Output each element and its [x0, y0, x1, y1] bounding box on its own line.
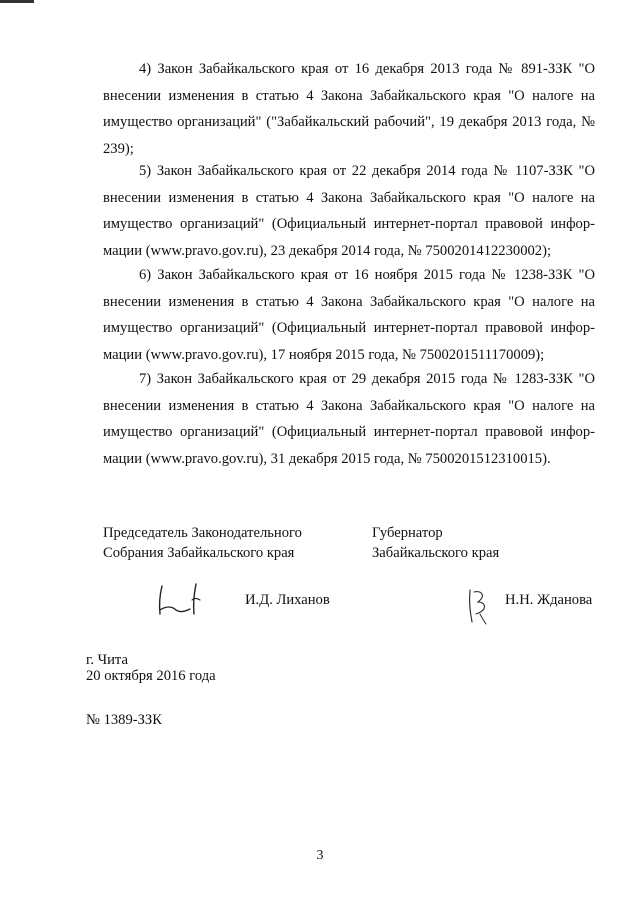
governor-name: Н.Н. Жданова [505, 592, 593, 608]
governor-signature-icon [462, 584, 496, 626]
page-number: 3 [316, 848, 324, 863]
chairman-signature-icon [150, 580, 210, 620]
chairman-title-line2: Собрания Забайкальского края [103, 545, 295, 561]
scan-corner-mark [0, 0, 34, 3]
law-item-6: 6) Закон Забайкальского края от 16 ноября 2015 года № 1238-ЗЗК "О внесении изменения в статью 4 Закона Забайкальского края "О налоге на имущество организаций" (Официальный интернет-портал правовой информации (www.pravo.gov.ru), 17 ноября 2015 года, № 7500201511170009); [103, 267, 595, 363]
law-item-5: 5) Закон Забайкальского края от 22 декабря 2014 года № 1107-ЗЗК "О внесении изменения в статью 4 Закона Забайкальского края "О налоге на имущество организаций" (Официальный интернет-портал правовой информации (www.pravo.gov.ru), 23 декабря 2014 года, № 7500201412230002); [103, 163, 595, 259]
chairman-name: И.Д. Лиханов [245, 592, 330, 608]
chairman-title [103, 523, 302, 563]
law-item-7: 7) Закон Забайкальского края от 29 декабря 2015 года № 1283-ЗЗК "О внесении изменения в статью 4 Закона Забайкальского края "О налоге на имущество организаций" (Официальный интернет-портал правовой информации (www.pravo.gov.ru), 31 декабря 2015 года, № 7500201512310015). [103, 371, 595, 467]
governor-title [372, 523, 499, 563]
governor-title-line1: Губернатор [372, 525, 443, 541]
law-item-4: 4) Закон Забайкальского края от 16 декабря 2013 года № 891-ЗЗК "О внесении изменения в статью 4 Закона Забайкальского края "О налоге на имущество организаций" ("Забайкальский рабочий", 19 декабря 2013 года, № 239); [103, 61, 595, 157]
chairman-title-line1: Председатель Законодательного [103, 525, 302, 541]
law-number: № 1389-ЗЗК [86, 712, 162, 728]
city: г. Чита [86, 652, 128, 668]
governor-title-line2: Забайкальского края [372, 545, 500, 561]
date: 20 октября 2016 года [86, 668, 216, 684]
